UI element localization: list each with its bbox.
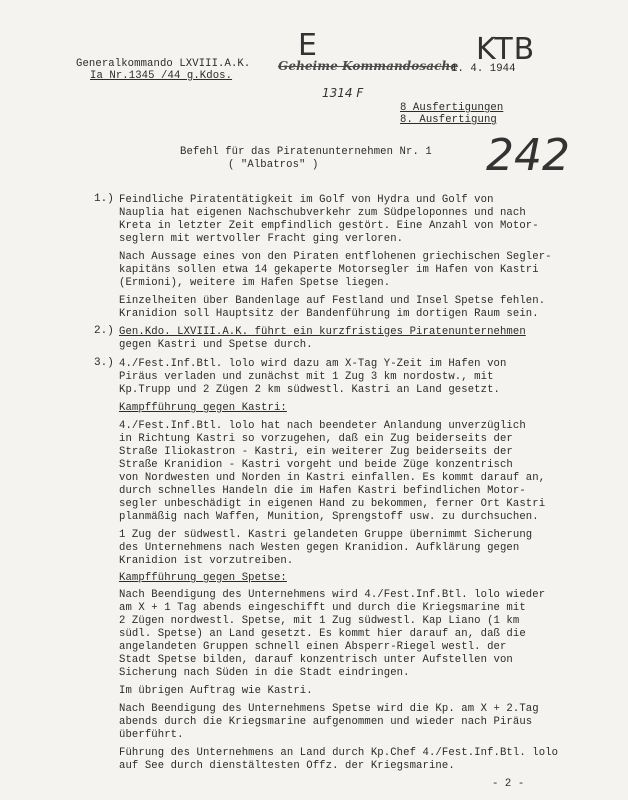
return-line: Nach Beendigung des Unternehmens Spetse wird die Kp. am X + 2.Tag [119,703,539,715]
document-date: 1. 4. 1944 [451,63,516,75]
command-line: Führung des Unternehmens an Land durch Kp.Chef 4./Fest.Inf.Btl. lolo [119,747,559,759]
section-3-intro-line: Kp.Trupp und 2 Zügen 2 km südwestl. Kastri an Land gesetzt. [119,384,500,396]
handwritten-ktb: KTB [476,32,536,67]
page-footer: - 2 - [492,778,525,790]
copies-count: 8 Ausfertigungen [400,102,504,114]
section-2-line: gegen Kastri und Spetse durch. [119,339,313,351]
kastri-line: in Richtung Kastri so vorzugehen, daß ein Zug beiderseits der [119,433,513,445]
kastri-line: planmäßig nach Waffen, Munition, Sprengstoff usw. zu durchsuchen. [119,511,539,523]
section-1-line: Kranidion soll Hauptsitz der Bandenführung im dortigen Raum sein. [119,308,539,320]
section-3-number: 3.) [94,357,114,369]
header-command: Generalkommando LXVIII.A.K. [76,58,251,70]
section-2-number: 2.) [94,325,114,337]
spetse-line: Stadt Spetse bilden, darauf konzentrisch unter Aufstellen von [119,654,513,666]
header-reference: Ia Nr.1345 /44 g.Kdos. [90,70,233,82]
heading-spetse: Kampfführung gegen Spetse: [119,572,287,584]
section-1-line: Feindliche Piratentätigkeit im Golf von Hydra und Golf von [119,194,494,206]
kastri-security-line: des Unternehmens nach Westen gegen Kranidion. Aufklärung gegen [119,542,520,554]
section-1-line: seglern mit wertvoller Fracht ging verloren. [119,233,404,245]
kastri-security-line: Kranidion ist vorzutreiben. [119,555,294,567]
kastri-security-line: 1 Zug der südwestl. Kastri gelandeten Gruppe übernimmt Sicherung [119,529,533,541]
spetse-line: Sicherung nach Süden in die Stadt eindringen. [119,667,410,679]
spetse-line: südl. Spetse) an Land gesetzt. Es kommt hier darauf an, daß die [119,628,526,640]
kastri-line: segler unbeschädigt in eigenen Hand zu bekommen, ferner Ort Kastri [119,498,546,510]
kastri-line: Straße Kranidion - Kastri vorgeht und beide Züge konzentrisch [119,459,513,471]
operation-name: ( "Albatros" ) [228,159,319,171]
spetse-line: 2 Zügen nordwestl. Spetse, mit 1 Zug südwestl. Kap Liano (1 km [119,615,520,627]
section-2-line: Gen.Kdo. LXVIII.A.K. führt ein kurzfristiges Piratenunternehmen [119,326,526,338]
kastri-line: Straße Iliokastron - Kastri, ein weiterer Zug beiderseits der [119,446,513,458]
remaining-task-line: Im übrigen Auftrag wie Kastri. [119,685,313,697]
section-1-number: 1.) [94,193,114,205]
kastri-line: durch schnelles Handeln die im Hafen Kastri befindlichen Motor- [119,485,526,497]
section-3-intro-line: 4./Fest.Inf.Btl. lolo wird dazu am X-Tag Y-Zeit im Hafen von [119,358,507,370]
section-1-line: (Ermioni), weitere im Hafen Spetse liegen. [119,277,391,289]
section-3-intro-line: Piräus verladen und zunächst mit 1 Zug 3 km nordostw., mit [119,371,494,383]
kastri-line: von Nordwesten und Norden in Kastri einfallen. Es kommt darauf an, [119,472,546,484]
handwritten-number: 1314 F [322,86,364,100]
section-1-line: kapitäns sollen etwa 14 gekaperte Motorsegler im Hafen von Kastri [119,264,539,276]
section-1-line: Nach Aussage eines von den Piraten entflohenen griechischen Segler- [119,251,552,263]
order-title: Befehl für das Piratenunternehmen Nr. 1 [180,146,432,158]
return-line: abends durch die Kriegsmarine aufgenommen und wieder nach Piräus [119,716,533,728]
section-1-line: Einzelheiten über Bandenlage auf Festland und Insel Spetse fehlen. [119,295,546,307]
return-line: überführt. [119,729,184,741]
heading-kastri: Kampfführung gegen Kastri: [119,402,287,414]
classification-struck: Geheime Kommandosache [278,59,459,73]
copy-number: 8. Ausfertigung [400,114,497,126]
spetse-line: am X + 1 Tag abends eingeschifft und durch die Kriegsmarine mit [119,602,526,614]
section-1-line: Kreta in letzter Zeit empfindlich gestört. Eine Anzahl von Motor- [119,220,539,232]
handwritten-e: E [298,28,317,63]
spetse-line: Nach Beendigung des Unternehmens wird 4./Fest.Inf.Btl. lolo wieder [119,589,546,601]
section-1-line: Nauplia hat eigenen Nachschubverkehr zum Südpeloponnes und nach [119,207,526,219]
command-line: auf See durch dienstältesten Offz. der Kriegsmarine. [119,760,455,772]
kastri-line: 4./Fest.Inf.Btl. lolo hat nach beendeter Anlandung unverzüglich [119,420,526,432]
spetse-line: angelandeten Gruppen schnell einen Absperr-Riegel westl. der [119,641,507,653]
handwritten-page-number: 242 [486,130,570,181]
